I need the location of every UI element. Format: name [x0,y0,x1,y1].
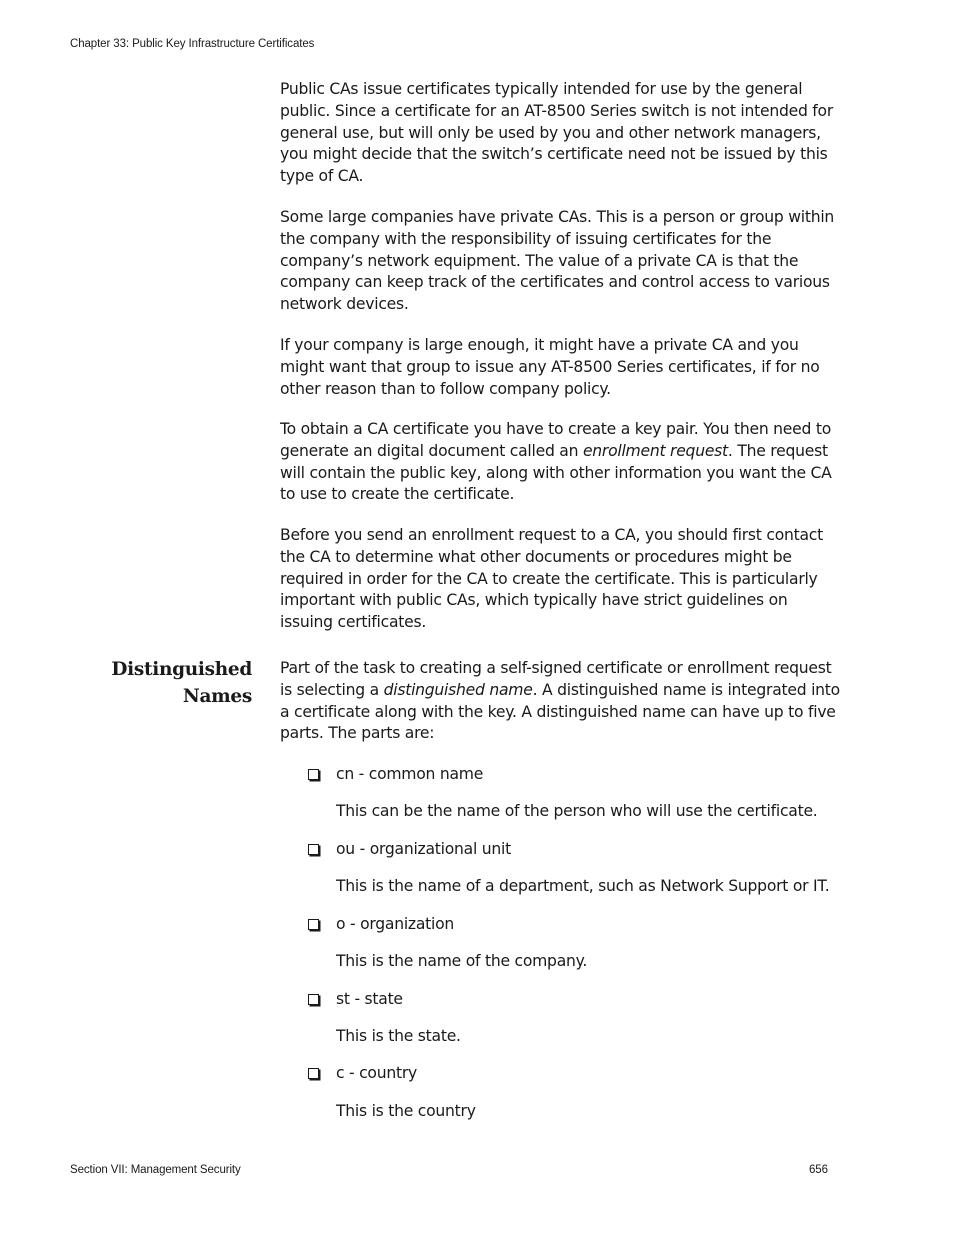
paragraph-public-cas [280,79,842,188]
emphasis-term: distinguished name [383,680,533,699]
list-item-label: o - organization [336,915,455,933]
paragraph-company-policy [280,335,842,400]
text-run: . The request will contain the public key, along with other information you want the CA to use to create the certificate. [280,441,832,504]
list-item-label: st - state [336,990,403,1008]
paragraph-text: Some large companies have private CAs. This is a person or group within the company with the responsibility of issuing certificates for the company’s network equipment. The value of a private CA is that the company can keep track of the certificates and control access to various network devices. [280,208,835,314]
list-item-label: c - country [336,1064,417,1082]
text-run: To obtain a CA certificate you have to create a key pair. You then need to generate an digital document called an [280,420,832,460]
emphasis-term: enrollment request [582,441,728,460]
list-item-description: This is the name of the company. [336,952,588,970]
list-item-label: ou - organizational unit [336,840,511,858]
paragraph-enrollment-request [280,419,842,506]
checkbox-bullet-icon [308,1068,319,1079]
running-footer: Section VII: Management Security [70,1164,241,1176]
checkbox-bullet-icon [308,844,319,855]
text-run: . A distinguished name is integrated into a certificate along with the key. A distinguished name can have up to five parts. The parts are: [280,680,840,743]
running-header: Chapter 33: Public Key Infrastructure Certificates [70,38,315,50]
paragraph-text: Public CAs issue certificates typically intended for use by the general public. Since a certificate for an AT-8500 Series switch is not intended for general use, but will only be used by you and other network managers, you might decide that the switch’s certificate need not be issued by this type of CA. [280,80,833,186]
checkbox-bullet-icon [308,919,319,930]
paragraph-text [280,658,842,745]
paragraph-private-cas [280,207,842,316]
paragraph-distinguished-name-intro [280,658,842,745]
checkbox-bullet-icon [308,769,319,780]
list-item-label: cn - common name [336,765,484,783]
list-item-description: This is the state. [336,1027,461,1045]
paragraph-text [280,419,842,506]
list-item-description: This is the name of a department, such as Network Support or IT. [336,877,830,895]
checkbox-bullet-icon [308,994,319,1005]
paragraph-text: Before you send an enrollment request to a CA, you should first contact the CA to determine what other documents or procedures might be required in order for the CA to create the certificate. This is particularly important with public CAs, which typically have strict guidelines on issuing certificates. [280,526,823,632]
text-run: Part of the task to creating a self-signed certificate or enrollment request is selecting a [280,659,832,699]
section-heading [111,656,252,710]
page-number: 656 [809,1164,828,1176]
list-item-description: This is the country [336,1102,476,1120]
paragraph-text: If your company is large enough, it might have a private CA and you might want that group to issue any AT-8500 Series certificates, if for no other reason than to follow company policy. [280,336,820,398]
list-item-description: This can be the name of the person who will use the certificate. [336,802,818,820]
section-heading-line: Distinguished [111,659,252,680]
paragraph-contact-ca [280,525,842,634]
section-heading-line: Names [182,686,252,707]
